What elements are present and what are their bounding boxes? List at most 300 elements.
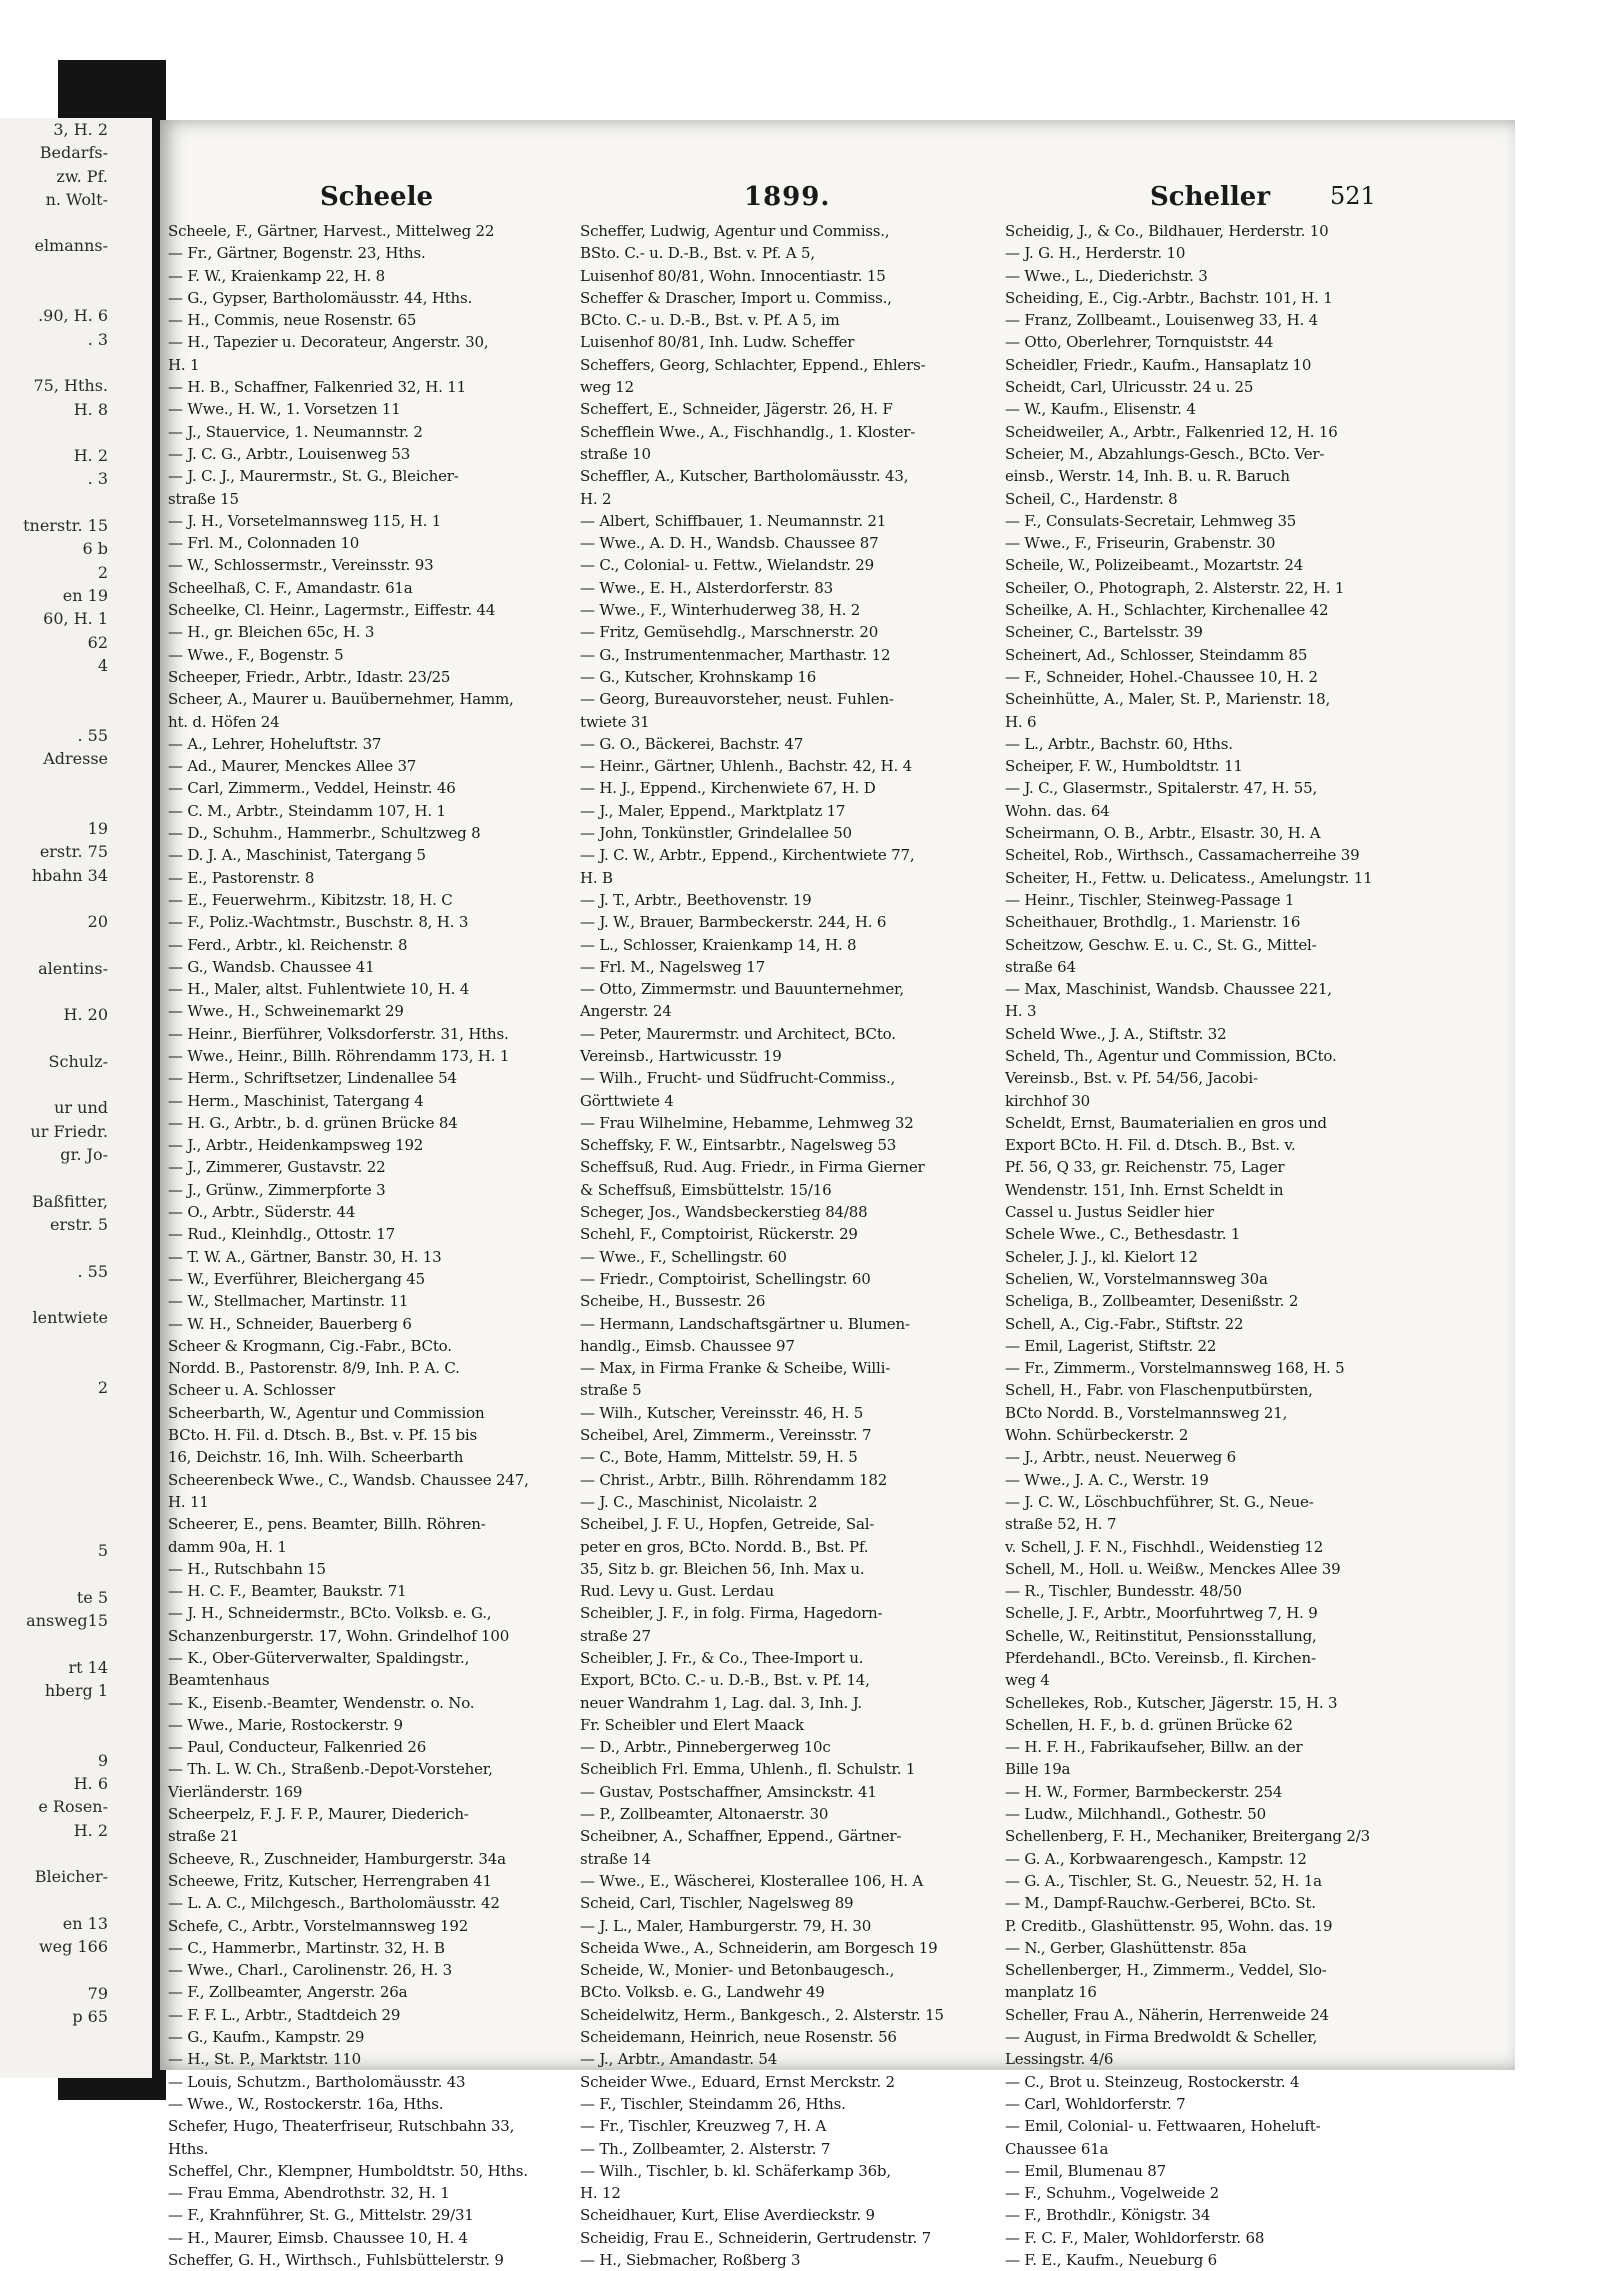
previous-page-fragment: 75, Hths. [33,376,108,396]
directory-entry-line: — T. W. A., Gärtner, Banstr. 30, H. 13 [168,1247,442,1266]
previous-page-fragment [0,1399,152,1422]
directory-entry-line: Scheidig, J., & Co., Bildhauer, Herderstr. 10 [1005,222,1329,240]
previous-page-fragment: Bedarfs- [39,143,108,163]
directory-entry-line: — F., Zollbeamter, Angerstr. 26a [168,1983,408,2002]
directory-entry-line: — J. L., Maler, Hamburgerstr. 79, H. 30 [580,1916,872,1935]
directory-entry-line: Scheilke, A. H., Schlachter, Kirchenallee 42 [1005,601,1329,620]
directory-entry-line: Scheffler, A., Kutscher, Bartholomäusstr. 43, [580,467,909,486]
previous-page-fragment [0,1725,152,1748]
directory-entry-line: — C., Brot u. Steinzeug, Rostockerstr. 4 [1005,2072,1300,2091]
previous-page-fragment [0,1329,152,1352]
directory-entry-line: — H., Maler, altst. Fuhlentwiete 10, H. 4 [168,980,470,999]
directory-entry-line: Scheerbarth, W., Agentur und Commission [168,1403,485,1422]
directory-entry-line: H. 11 [168,1492,209,1511]
directory-entry-line: Lessingstr. 4/6 [1005,2050,1114,2069]
directory-entry-line: — C., Colonial- u. Fettw., Wielandstr. 29 [580,556,874,575]
directory-entry-line: Scheliga, B., Zollbeamter, Desenißstr. 2 [1005,1292,1299,1311]
directory-entry-line: Beamtenhaus [168,1671,270,1690]
directory-entry-line: — L., Arbtr., Bachstr. 60, Hths. [1005,734,1233,753]
directory-entry-line: — C., Hammerbr., Martinstr. 32, H. B [168,1938,445,1957]
directory-entry-line: Scheler, J. J., kl. Kielort 12 [1005,1247,1198,1266]
directory-entry-line: Scheffer, G. H., Wirthsch., Fuhlsbüttelerstr. 9 [168,2251,504,2270]
directory-entry-line: — Emil, Blumenau 87 [1005,2161,1166,2180]
directory-entry-line: — K., Eisenb.-Beamter, Wendenstr. o. No. [168,1693,475,1712]
directory-entry-line: BCto Nordd. B., Vorstelmannsweg 21, [1005,1403,1288,1422]
directory-entry-line: — H., Rutschbahn 15 [168,1559,326,1578]
previous-page-fragment: ur und [54,1098,108,1118]
directory-entry-line: — H., Maurer, Eimsb. Chaussee 10, H. 4 [168,2228,468,2247]
directory-entry-line: Hths. [168,2139,209,2158]
previous-page-fragment: e Rosen- [38,1797,108,1817]
previous-page-fragment: ur Friedr. [30,1121,108,1141]
directory-entry-line: Scheitel, Rob., Wirthsch., Cassamacherreihe 39 [1005,846,1360,865]
directory-entry-line: Scheid, Carl, Tischler, Nagelsweg 89 [580,1894,854,1913]
directory-entry-line: — R., Tischler, Bundesstr. 48/50 [1005,1582,1242,1601]
directory-entry-line: Scheibel, J. F. U., Hopfen, Getreide, Sal- [580,1515,875,1534]
previous-page-fragment [0,700,152,723]
previous-page-fragment: 79 [87,1983,108,2003]
directory-entry-line: Nordd. B., Pastorenstr. 8/9, Inh. P. A. C. [168,1359,460,1378]
directory-page [160,120,1515,2270]
directory-entry-line: — Max, Maschinist, Wandsb. Chaussee 221, [1005,980,1332,999]
directory-entry-line: — D., Schuhm., Hammerbr., Schultzweg 8 [168,824,481,843]
directory-entry-line: — Christ., Arbtr., Billh. Röhrendamm 182 [580,1470,888,1489]
previous-page-fragment [0,1353,152,1376]
directory-entry-line: — G., Kaufm., Kampstr. 29 [168,2028,365,2047]
previous-page-fragment: tnerstr. 15 [23,516,108,536]
directory-entry-line: — Frau Wilhelmine, Hebamme, Lehmweg 32 [580,1113,914,1132]
directory-entry-line: H. 6 [1005,712,1037,731]
previous-page-fragment [0,980,152,1003]
directory-entry-line: H. B [580,868,613,887]
directory-entry-line: Vereinsb., Hartwicusstr. 19 [580,1046,782,1065]
column-3 [1005,220,1425,2271]
directory-entry-line: Scheffers, Georg, Schlachter, Eppend., Ehlers- [580,355,926,374]
column-1 [168,220,578,2271]
directory-entry-line: Schellen, H. F., b. d. grünen Brücke 62 [1005,1715,1293,1734]
directory-entry-line: — Otto, Oberlehrer, Tornquiststr. 44 [1005,333,1274,352]
directory-entry-line: Scheider Wwe., Eduard, Ernst Merckstr. 2 [580,2072,895,2091]
directory-entry-line: Schefflein Wwe., A., Fischhandlg., 1. Kloster- [580,422,916,441]
previous-page-fragment: elmanns- [34,236,108,256]
previous-page-fragment: 2 [97,562,108,582]
directory-entry-line: — J. C. W., Löschbuchführer, St. G., Neue- [1005,1492,1314,1511]
directory-entry-line: Cassel u. Justus Seidler hier [1005,1203,1214,1222]
directory-entry-line: Scheffsuß, Rud. Aug. Friedr., in Firma Gierner [580,1158,925,1177]
directory-entry-line: — Wwe., J. A. C., Werstr. 19 [1005,1470,1209,1489]
directory-entry-line: — Wilh., Kutscher, Vereinsstr. 46, H. 5 [580,1403,864,1422]
directory-entry-line: Luisenhof 80/81, Wohn. Innocentiastr. 15 [580,266,886,285]
directory-entry-line: weg 4 [1005,1671,1050,1690]
previous-page-fragment: 62 [87,632,108,652]
previous-page-fragment: . 3 [87,329,108,349]
directory-entry-line: Chaussee 61a [1005,2139,1109,2158]
directory-entry-line: Scheffert, E., Schneider, Jägerstr. 26, H. F [580,400,893,419]
directory-entry-line: — Otto, Zimmermstr. und Bauunternehmer, [580,980,904,999]
directory-entry-line: — J., Arbtr., Heidenkampsweg 192 [168,1136,424,1155]
directory-entry-line: Scheiner, C., Bartelsstr. 39 [1005,623,1203,642]
previous-page-fragment: en 13 [62,1913,108,1933]
directory-entry-line: damm 90a, H. 1 [168,1537,287,1556]
directory-entry-line: — W., Stellmacher, Martinstr. 11 [168,1292,409,1311]
directory-entry-line: — Wwe., Heinr., Billh. Röhrendamm 173, H. 1 [168,1046,510,1065]
directory-entry-line: — L., Schlosser, Kraienkamp 14, H. 8 [580,935,857,954]
directory-entry-line: — Max, in Firma Franke & Scheibe, Willi- [580,1359,891,1378]
directory-entry-line: Scheer & Krogmann, Cig.-Fabr., BCto. [168,1336,452,1355]
directory-entry-line: — Frau Emma, Abendrothstr. 32, H. 1 [168,2184,450,2203]
directory-entry-line: — G., Kutscher, Krohnskamp 16 [580,667,817,686]
column-2 [580,220,990,2271]
previous-page-edge [0,118,152,2078]
directory-entry-line: — H., Siebmacher, Roßberg 3 [580,2251,801,2270]
directory-entry-line: — G. O., Bäckerei, Bachstr. 47 [580,734,804,753]
directory-entry-line: — Wilh., Frucht- und Südfrucht-Commiss., [580,1069,896,1088]
directory-entry-line: Scheidelwitz, Herm., Bankgesch., 2. Alsterstr. 15 [580,2005,944,2024]
directory-entry-line: Scheidler, Friedr., Kaufm., Hansaplatz 10 [1005,355,1312,374]
directory-entry-line: Scheffer & Drascher, Import u. Commiss., [580,288,892,307]
directory-entry-line: Schanzenburgerstr. 17, Wohn. Grindelhof 100 [168,1626,510,1645]
previous-page-fragment [0,1446,152,1469]
directory-entry-line: Bille 19a [1005,1760,1071,1779]
directory-entry-line: — F., Poliz.-Wachtmstr., Buschstr. 8, H. 3 [168,913,469,932]
directory-entry-line: Scheeper, Friedr., Arbtr., Idastr. 23/25 [168,667,451,686]
previous-page-fragment [0,491,152,514]
directory-entry-line: Scheidhauer, Kurt, Elise Averdieckstr. 9 [580,2206,875,2225]
directory-entry-line: neuer Wandrahm 1, Lag. dal. 3, Inh. J. [580,1693,862,1712]
previous-page-fragment: H. 2 [73,1820,108,1840]
previous-page-fragment [0,1632,152,1655]
directory-entry-line: ht. d. Höfen 24 [168,712,280,731]
previous-page-fragment: zw. Pf. [56,166,108,186]
directory-entry-line: — Fritz, Gemüsehdlg., Marschnerstr. 20 [580,623,879,642]
previous-page-fragment [0,770,152,793]
directory-entry-line: Scheelhaß, C. F., Amandastr. 61a [168,578,413,597]
directory-entry-line: — G., Wandsb. Chaussee 41 [168,957,375,976]
header-left-catchword: Scheele [320,182,434,212]
directory-entry-line: Export BCto. H. Fil. d. Dtsch. B., Bst. v. [1005,1136,1296,1155]
header-year: 1899. [744,182,831,212]
directory-entry-line: Pf. 56, Q 33, gr. Reichenstr. 75, Lager [1005,1158,1285,1177]
previous-page-fragment: 9 [97,1750,108,1770]
directory-entry-line: Vierländerstr. 169 [168,1782,303,1801]
directory-entry-line: — J. G. H., Herderstr. 10 [1005,244,1186,263]
previous-page-fragment: alentins- [38,958,108,978]
directory-entry-line: Scheerpelz, F. J. F. P., Maurer, Diederich- [168,1805,469,1824]
directory-entry-line: — G. A., Tischler, St. G., Neuestr. 52, H. 1a [1005,1871,1322,1890]
directory-entry-line: — J. H., Vorsetelmannsweg 115, H. 1 [168,511,442,530]
directory-entry-line: Scheidemann, Heinrich, neue Rosenstr. 56 [580,2028,897,2047]
directory-entry-line: Luisenhof 80/81, Inh. Ludw. Scheffer [580,333,855,352]
directory-entry-line: — N., Gerber, Glashüttenstr. 85a [1005,1938,1247,1957]
directory-entry-line: Schefer, Hugo, Theaterfriseur, Rutschbahn 33, [168,2117,515,2136]
previous-page-fragment [0,1283,152,1306]
previous-page-fragment [0,1493,152,1516]
directory-entry-line: — J. C. W., Arbtr., Eppend., Kirchentwiete 77, [580,846,915,865]
directory-entry-line: Scheld, Th., Agentur und Commission, BCto. [1005,1046,1337,1065]
directory-entry-line: — Herm., Maschinist, Tatergang 4 [168,1091,424,1110]
previous-page-fragment: 4 [97,655,108,675]
directory-entry-line: Scheerenbeck Wwe., C., Wandsb. Chaussee 247, [168,1470,529,1489]
directory-entry-line: Scheibler, J. F., in folg. Firma, Hagedorn- [580,1604,883,1623]
directory-entry-line: & Scheffsuß, Eimsbüttelstr. 15/16 [580,1180,832,1199]
previous-page-fragment: 2 [97,1378,108,1398]
directory-entry-line: P. Creditb., Glashüttenstr. 95, Wohn. das. 19 [1005,1916,1333,1935]
previous-page-fragment: Bleicher- [34,1867,108,1887]
directory-entry-line: BCto. C.- u. D.-B., Bst. v. Pf. A 5, im [580,311,840,330]
directory-entry-line: straße 15 [168,489,239,508]
directory-entry-line: Scheer, A., Maurer u. Bauübernehmer, Hamm, [168,690,514,709]
directory-entry-line: Scheinert, Ad., Schlosser, Steindamm 85 [1005,645,1308,664]
directory-entry-line: Fr. Scheibler und Elert Maack [580,1715,804,1734]
directory-entry-line: — Wwe., E., Wäscherei, Klosterallee 106, H. A [580,1871,924,1890]
directory-entry-line: Scheffel, Chr., Klempner, Humboldtstr. 50, Hths. [168,2161,528,2180]
previous-page-fragment: 60, H. 1 [43,609,108,629]
directory-entry-line: — Fr., Gärtner, Bogenstr. 23, Hths. [168,244,426,263]
directory-entry-line: — Ludw., Milchhandl., Gothestr. 50 [1005,1805,1266,1824]
directory-entry-line: — H., Commis, neue Rosenstr. 65 [168,311,417,330]
directory-entry-line: BCto. Volksb. e. G., Landwehr 49 [580,1983,825,2002]
directory-entry-line: Scheida Wwe., A., Schneiderin, am Borgesch 19 [580,1938,938,1957]
directory-entry-line: Angerstr. 24 [580,1002,672,1021]
directory-entry-line: — H. C. F., Beamter, Baukstr. 71 [168,1582,407,1601]
directory-entry-line: — Th. L. W. Ch., Straßenb.-Depot-Vorsteher, [168,1760,493,1779]
directory-entry-line: straße 5 [580,1381,642,1400]
directory-entry-line: Schellekes, Rob., Kutscher, Jägerstr. 15, H. 3 [1005,1693,1338,1712]
directory-entry-line: — J., Stauervice, 1. Neumannstr. 2 [168,422,423,441]
directory-entry-line: Scheeve, R., Zuschneider, Hamburgerstr. 34a [168,1849,506,1868]
directory-entry-line: — Georg, Bureauvorsteher, neust. Fuhlen- [580,690,894,709]
directory-entry-line: — H. B., Schaffner, Falkenried 32, H. 11 [168,378,466,397]
previous-page-fragment: 6 b [82,539,108,559]
directory-entry-line: — Fr., Zimmerm., Vorstelmannsweg 168, H. 5 [1005,1359,1345,1378]
directory-entry-line: H. 2 [580,489,612,508]
directory-entry-line: — F., Schneider, Hohel.-Chaussee 10, H. 2 [1005,667,1318,686]
directory-entry-line: — W. H., Schneider, Bauerberg 6 [168,1314,412,1333]
previous-page-fragment: . 55 [77,725,108,745]
directory-entry-line: — Wwe., H., Schweinemarkt 29 [168,1002,404,1021]
directory-entry-line: — Heinr., Gärtner, Uhlenh., Bachstr. 42, H. 4 [580,757,912,776]
previous-page-fragment [0,281,152,304]
directory-entry-line: — Wwe., E. H., Alsterdorferstr. 83 [580,578,833,597]
directory-entry-line: — Carl, Wohldorferstr. 7 [1005,2094,1186,2113]
directory-entry-line: 35, Sitz b. gr. Bleichen 56, Inh. Max u. [580,1559,865,1578]
previous-page-fragment: te 5 [76,1587,108,1607]
directory-entry-line: — Wwe., H. W., 1. Vorsetzen 11 [168,400,401,419]
previous-page-fragment [0,1516,152,1539]
previous-page-fragment: 3, H. 2 [53,120,108,139]
previous-page-fragment: gr. Jo- [60,1145,108,1165]
directory-entry-line: peter en gros, BCto. Nordd. B., Bst. Pf. [580,1537,869,1556]
previous-page-fragment [0,351,152,374]
directory-entry-line: — J., Arbtr., neust. Neuerweg 6 [1005,1448,1236,1467]
directory-entry-line: — J. W., Brauer, Barmbeckerstr. 244, H. 6 [580,913,887,932]
directory-entry-line: Scheidt, Carl, Ulricusstr. 24 u. 25 [1005,378,1254,397]
directory-entry-line: — Friedr., Comptoirist, Schellingstr. 60 [580,1269,871,1288]
directory-entry-line: Scheitzow, Geschw. E. u. C., St. G., Mittel- [1005,935,1317,954]
directory-entry-line: — E., Feuerwehrm., Kibitzstr. 18, H. C [168,890,453,909]
previous-page-fragment: .90, H. 6 [38,306,108,326]
previous-page-fragment: erstr. 5 [50,1214,108,1234]
directory-entry-line: H. 12 [580,2184,621,2203]
directory-entry-line: — H., St. P., Marktstr. 110 [168,2050,361,2069]
previous-page-fragment: 20 [87,912,108,932]
previous-page-fragment [0,421,152,444]
previous-page-fragment [0,887,152,910]
previous-page-fragment: . 3 [87,469,108,489]
directory-entry-line: — G., Instrumentenmacher, Marthastr. 12 [580,645,891,664]
previous-page-fragment [0,258,152,281]
directory-entry-line: — J. C. J., Maurermstr., St. G., Bleicher- [168,467,459,486]
directory-entry-line: — K., Ober-Güterverwalter, Spaldingstr., [168,1649,470,1667]
directory-entry-line: Scheibler, J. Fr., & Co., Thee-Import u. [580,1649,864,1667]
previous-page-fragment [0,794,152,817]
directory-entry-line: — A., Lehrer, Hoheluftstr. 37 [168,734,382,753]
directory-entry-line: — Herm., Schriftsetzer, Lindenallee 54 [168,1069,457,1088]
directory-entry-line: — W., Schlossermstr., Vereinsstr. 93 [168,556,434,575]
directory-entry-line: — Wwe., Charl., Carolinenstr. 26, H. 3 [168,1961,452,1980]
directory-entry-line: — J., Arbtr., Amandastr. 54 [580,2050,778,2069]
directory-entry-line: — Wwe., F., Bogenstr. 5 [168,645,344,664]
directory-entry-line: — J., Zimmerer, Gustavstr. 22 [168,1158,386,1177]
directory-entry-line: Scheile, W., Polizeibeamt., Mozartstr. 24 [1005,556,1304,575]
directory-entry-line: Scheibe, H., Bussestr. 26 [580,1292,766,1311]
directory-entry-line: — Frl. M., Colonnaden 10 [168,534,360,553]
directory-entry-line: — H. G., Arbtr., b. d. grünen Brücke 84 [168,1113,458,1132]
previous-page-fragment: Adresse [43,749,108,769]
previous-page-fragment: H. 6 [73,1774,108,1794]
directory-entry-line: Scheier, M., Abzahlungs-Gesch., BCto. Ver- [1005,444,1325,463]
directory-entry-line: — Heinr., Bierführer, Volksdorferstr. 31, Hths. [168,1024,509,1043]
directory-entry-line: — H., Tapezier u. Decorateur, Angerstr. 30, [168,333,489,352]
previous-page-fragment [0,677,152,700]
directory-entry-line: — F. C. F., Maler, Wohldorferstr. 68 [1005,2228,1265,2247]
directory-entry-line: Pferdehandl., BCto. Vereinsb., fl. Kirchen- [1005,1649,1316,1667]
directory-entry-line: — Albert, Schiffbauer, 1. Neumannstr. 21 [580,511,887,530]
previous-page-fragment: H. 2 [73,446,108,466]
directory-entry-line: Schelle, W., Reitinstitut, Pensionsstallung, [1005,1626,1317,1645]
previous-page-fragment: en 19 [62,585,108,605]
directory-entry-line: — August, in Firma Bredwoldt & Scheller, [1005,2028,1318,2047]
directory-entry-line: Scheiding, E., Cig.-Arbtr., Bachstr. 101, H. 1 [1005,288,1333,307]
directory-entry-line: Vereinsb., Bst. v. Pf. 54/56, Jacobi- [1005,1069,1258,1088]
directory-entry-line: Scheffer, Ludwig, Agentur und Commiss., [580,222,890,240]
previous-page-fragment [0,1166,152,1189]
directory-entry-line: straße 52, H. 7 [1005,1515,1117,1534]
directory-entry-line: — Peter, Maurermstr. und Architect, BCto. [580,1024,896,1043]
previous-page-fragment [0,1842,152,1865]
directory-entry-line: — John, Tonkünstler, Grindelallee 50 [580,824,852,843]
directory-entry-line: — Emil, Colonial- u. Fettwaaren, Hoheluft- [1005,2117,1321,2136]
directory-entry-line: Scheldt, Ernst, Baumaterialien en gros und [1005,1113,1327,1132]
directory-entry-line: BCto. H. Fil. d. Dtsch. B., Bst. v. Pf. 15 bis [168,1426,477,1445]
directory-entry-line: Schelle, J. F., Arbtr., Moorfuhrtweg 7, H. 9 [1005,1604,1318,1623]
directory-entry-line: — W., Kaufm., Elisenstr. 4 [1005,400,1196,419]
previous-page-fragment [0,1562,152,1585]
directory-entry-line: straße 10 [580,444,651,463]
directory-entry-line: Scheidig, Frau E., Schneiderin, Gertrudenstr. 7 [580,2228,932,2247]
previous-page-fragment: 19 [87,818,108,838]
directory-entry-line: — M., Dampf-Rauchw.-Gerberei, BCto. St. [1005,1894,1316,1913]
previous-page-fragment [0,1702,152,1725]
directory-entry-line: Scheer u. A. Schlosser [168,1381,335,1400]
directory-entry-line: — P., Zollbeamter, Altonaerstr. 30 [580,1805,829,1824]
directory-entry-line: — W., Everführer, Bleichergang 45 [168,1269,425,1288]
directory-entry-line: Export, BCto. C.- u. D.-B., Bst. v. Pf. 14, [580,1671,870,1690]
previous-page-fragment: . 55 [77,1261,108,1281]
directory-entry-line: Schellenberg, F. H., Mechaniker, Breitergang 2/3 [1005,1827,1370,1846]
directory-entry-line: — F. F. L., Arbtr., Stadtdeich 29 [168,2005,401,2024]
directory-entry-line: BSto. C.- u. D.-B., Bst. v. Pf. A 5, [580,244,815,263]
previous-page-fragment: p 65 [72,2007,108,2027]
directory-entry-line: — Hermann, Landschaftsgärtner u. Blumen- [580,1314,910,1333]
previous-page-fragment [0,211,152,234]
directory-entry-line: — G., Gypser, Bartholomäusstr. 44, Hths. [168,288,473,307]
directory-entry-line: twiete 31 [580,712,650,731]
directory-entry-line: — Ad., Maurer, Menckes Allee 37 [168,757,417,776]
directory-entry-line: Scheiler, O., Photograph, 2. Alsterstr. 22, H. 1 [1005,578,1345,597]
directory-entry-line: Scheffsky, F. W., Eintsarbtr., Nagelsweg 53 [580,1136,897,1155]
directory-entry-line: straße 14 [580,1849,651,1868]
page-number: 521 [1330,182,1376,210]
directory-entry-line: — Wwe., A. D. H., Wandsb. Chaussee 87 [580,534,879,553]
directory-entry-line: — Carl, Zimmerm., Veddel, Heinstr. 46 [168,779,456,798]
directory-entry-line: — D. J. A., Maschinist, Tatergang 5 [168,846,426,865]
directory-entry-line: Scheger, Jos., Wandsbeckerstieg 84/88 [580,1203,868,1222]
directory-entry-line: — H. J., Eppend., Kirchenwiete 67, H. D [580,779,876,798]
header-right-catchword: Scheller [1150,182,1271,212]
directory-entry-line: 16, Deichstr. 16, Inh. Wilh. Scheerbarth [168,1448,464,1467]
directory-entry-line: Schelien, W., Vorstelmannsweg 30a [1005,1269,1268,1288]
directory-entry-line: Rud. Levy u. Gust. Lerdau [580,1582,774,1601]
directory-entry-line: Scheld Wwe., J. A., Stiftstr. 32 [1005,1024,1227,1043]
previous-page-fragment [0,1423,152,1446]
previous-page-fragment [0,1027,152,1050]
directory-entry-line: Wendenstr. 151, Inh. Ernst Scheldt in [1005,1180,1284,1199]
directory-entry-line: straße 21 [168,1827,239,1846]
directory-entry-line: — F. W., Kraienkamp 22, H. 8 [168,266,385,285]
directory-entry-line: — H. W., Former, Barmbeckerstr. 254 [1005,1782,1283,1801]
directory-entry-line: straße 64 [1005,957,1076,976]
directory-entry-line: — Th., Zollbeamter, 2. Alsterstr. 7 [580,2139,831,2158]
directory-entry-line: Scheil, C., Hardenstr. 8 [1005,489,1178,508]
previous-page-fragment: answeg15 [26,1611,108,1630]
directory-entry-line: — J., Maler, Eppend., Marktplatz 17 [580,801,846,820]
directory-entry-line: — C., Bote, Hamm, Mittelstr. 59, H. 5 [580,1448,858,1467]
directory-entry-line: v. Schell, J. F. N., Fischhdl., Weidenstieg 12 [1005,1537,1324,1556]
directory-entry-line: Scheibel, Arel, Zimmerm., Vereinsstr. 7 [580,1426,872,1445]
directory-entry-line: — Paul, Conducteur, Falkenried 26 [168,1738,427,1757]
directory-entry-line: — Wwe., F., Friseurin, Grabenstr. 30 [1005,534,1276,553]
directory-entry-line: — J. H., Schneidermstr., BCto. Volksb. e. G., [168,1604,492,1623]
directory-entry-line: — Wwe., W., Rostockerstr. 16a, Hths. [168,2094,444,2113]
previous-page-fragment: n. Wolt- [45,189,108,209]
previous-page-fragment: weg 166 [38,1937,108,1957]
directory-entry-line: straße 27 [580,1626,651,1645]
directory-entry-line: — J. T., Arbtr., Beethovenstr. 19 [580,890,812,909]
directory-entry-line: — L. A. C., Milchgesch., Bartholomäusstr. 42 [168,1894,500,1913]
previous-page-fragment: hberg 1 [44,1680,108,1700]
directory-entry-line: Scheller, Frau A., Näherin, Herrenweide 24 [1005,2005,1329,2024]
directory-entry-line: Scheirmann, O. B., Arbtr., Elsastr. 30, H. A [1005,824,1321,843]
directory-entry-line: — J. C. G., Arbtr., Louisenweg 53 [168,444,411,463]
directory-entry-line: H. 1 [168,355,200,374]
directory-entry-line: H. 3 [1005,1002,1037,1021]
directory-entry-line: — Frl. M., Nagelsweg 17 [580,957,765,976]
directory-entry-line: Scheibner, A., Schaffner, Eppend., Gärtner- [580,1827,902,1846]
directory-entry-line: — F., Consulats-Secretair, Lehmweg 35 [1005,511,1297,530]
directory-entry-line: — Franz, Zollbeamt., Louisenweg 33, H. 4 [1005,311,1318,330]
directory-entry-line: — J. C., Glasermstr., Spitalerstr. 47, H. 55, [1005,779,1318,798]
